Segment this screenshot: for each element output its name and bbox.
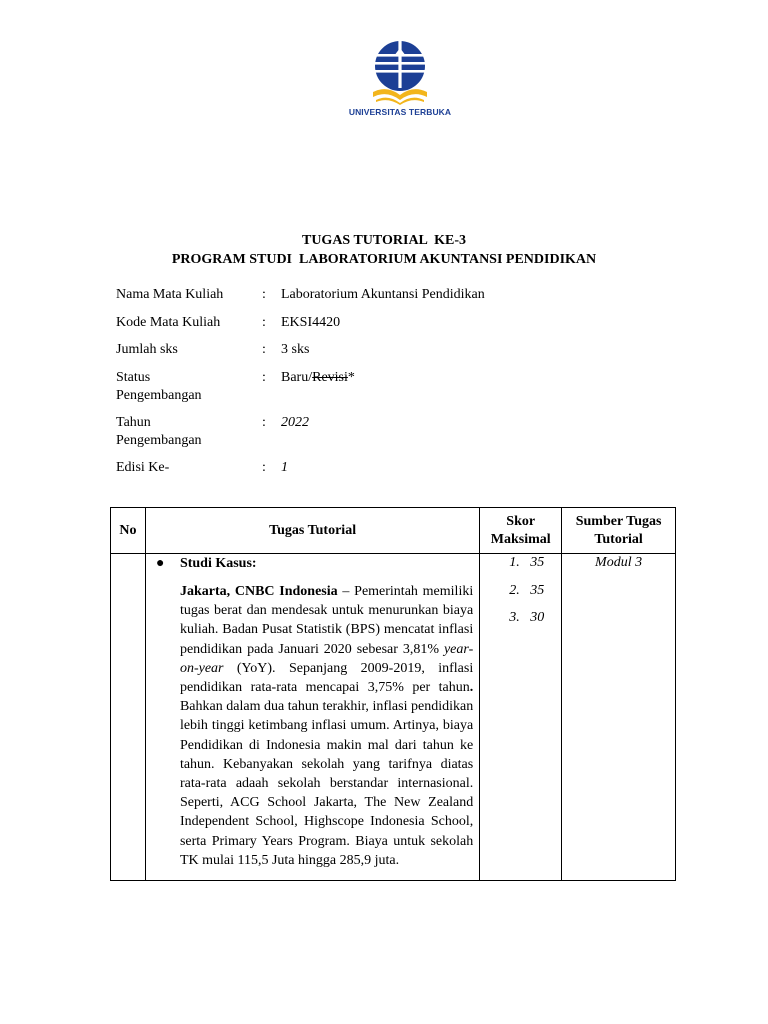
status-baru: Baru/ xyxy=(281,370,313,385)
tahun-label-1: Tahun xyxy=(116,415,151,430)
header-sumber-line1: Sumber Tugas xyxy=(575,513,662,529)
cell-sumber xyxy=(562,554,676,881)
edisi-value: 1 xyxy=(281,460,288,475)
status-value xyxy=(281,369,355,387)
skor-item: 2. 35 xyxy=(509,582,545,598)
studi-kasus-label: Studi Kasus: xyxy=(179,556,257,571)
tahun-label-2: Pengembangan xyxy=(116,433,202,448)
program-title: PROGRAM STUDI LABORATORIUM AKUNTANSI PENDIDIKAN xyxy=(171,252,597,267)
case-text-dot: . xyxy=(469,680,474,696)
case-source: Jakarta, CNBC Indonesia xyxy=(179,584,338,599)
status-revisi: Revisi xyxy=(312,370,348,385)
cell-task xyxy=(145,554,479,881)
skor-item: 1. 35 xyxy=(509,555,545,570)
header-sumber-line2: Tutorial xyxy=(594,531,643,547)
university-logo xyxy=(340,40,460,117)
header-tugas: Tugas Tutorial xyxy=(145,508,479,554)
cell-skor xyxy=(480,554,562,881)
nama-label: Nama Mata Kuliah xyxy=(116,287,224,302)
colon: : xyxy=(262,342,266,357)
case-text-italic: year-on-year xyxy=(179,641,474,676)
table-row xyxy=(111,554,676,881)
status-label-2: Pengembangan xyxy=(116,388,202,403)
assignment-table xyxy=(110,507,676,881)
case-text-3: Bahkan dalam dua tahun terakhir, inflasi pendidikan lebih tinggi ketimbang inflasi umum. Artinya, biaya Pendidikan di Indonesia makin mal dari tahun ke tahun. Kebanyakan sekolah yang tarifnya diatas rata-rata adaah sekolah berstandar internasional. Seperti, ACG School Jakarta, The New Zealand Independent School, Highscope Indonesia School, serta Primary Years Program. Biaya untuk sekolah TK mulai 115,5 Juta hingga 285,9 juta. xyxy=(179,699,474,868)
sks-label: Jumlah sks xyxy=(116,342,178,357)
status-star: * xyxy=(347,370,355,385)
assignment-title: TUGAS TUTORIAL KE-3 xyxy=(301,233,467,248)
university-emblem-icon xyxy=(370,40,430,106)
cell-no xyxy=(111,554,146,881)
bullet-icon: ● xyxy=(155,556,165,571)
colon: : xyxy=(262,315,266,330)
sumber-value: Modul 3 xyxy=(595,555,643,570)
edisi-label: Edisi Ke- xyxy=(116,460,170,475)
header-skor xyxy=(480,508,562,554)
case-paragraph xyxy=(180,582,473,870)
studi-kasus-item xyxy=(146,555,473,573)
status-label-1: Status xyxy=(116,370,151,385)
colon: : xyxy=(262,370,266,385)
header-skor-line1: Skor xyxy=(506,513,536,529)
skor-item: 3. 30 xyxy=(509,610,545,625)
colon: : xyxy=(262,415,266,430)
case-text-2: (YoY). Sepanjang 2009-2019, inflasi pendidikan rata-rata mencapai 3,75% per tahun xyxy=(179,660,474,696)
sks-value: 3 sks xyxy=(281,342,310,357)
table-header-row xyxy=(111,508,676,554)
colon: : xyxy=(262,460,266,475)
case-text-1: – Pemerintah memiliki tugas berat dan mendesak untuk menurunkan biaya kuliah. Badan Pusat Statistik (BPS) mencatat inflasi pendidikan pada Januari 2020 sebesar 3,81% xyxy=(179,584,474,657)
colon: : xyxy=(262,287,266,302)
tahun-value: 2022 xyxy=(281,415,309,430)
kode-label: Kode Mata Kuliah xyxy=(116,315,221,330)
header-sumber xyxy=(562,508,676,554)
skor-list xyxy=(480,554,561,637)
header-no: No xyxy=(111,508,146,554)
kode-value: EKSI4420 xyxy=(281,315,341,330)
logo-text: UNIVERSITAS TERBUKA xyxy=(348,107,452,117)
nama-value: Laboratorium Akuntansi Pendidikan xyxy=(281,287,485,302)
header-skor-line2: Maksimal xyxy=(490,531,551,547)
